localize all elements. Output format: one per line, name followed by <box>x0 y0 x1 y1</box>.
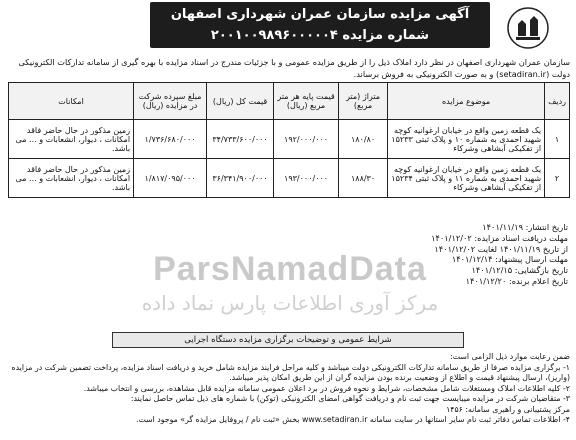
intro-paragraph: سازمان عمران شهرداری اصفهان در نظر دارد املاک ذیل را از طریق مزایده عمومی و با جزئیات مندرج در اسناد مزایده با بهره گیری از سامانه تدارکات الکترونیکی دولت (setadiran.ir) و به صورت الکترونیکی به فروش برساند. <box>18 57 570 79</box>
terms-list <box>8 352 570 426</box>
cell-unit-price: ۱۹۲/۰۰۰/۰۰۰ <box>274 120 339 159</box>
publish-date: تاریخ انتشار: ۱۴۰۱/۱۱/۱۹ <box>482 222 568 232</box>
terms-intro: ضمن رعایت موارد ذیل الزامی است: <box>450 352 570 361</box>
docs-range: از تاریخ ۱۴۰۱/۱۱/۱۹ لغایت ۱۴۰۱/۱۲/۰۲ <box>434 243 568 254</box>
cell-facilities: زمین مذکور در حال حاضر فاقد امکانات ، دیوار، انشعابات و ... می باشد. <box>9 159 134 198</box>
col-unit-price: قیمت پایه هر متر مربع (ریال) <box>274 83 339 120</box>
dates-block <box>328 222 568 287</box>
bid-deadline: مهلت ارسال پیشنهاد: ۱۴۰۱/۱۲/۱۴ <box>451 254 568 265</box>
docs-deadline: مهلت دریافت اسناد مزایده: ۱۴۰۱/۱۲/۰۲ <box>431 232 568 243</box>
col-facilities: امکانات <box>9 83 134 120</box>
cell-area: ۱۸۰/۸۰ <box>339 120 388 159</box>
table-row <box>9 159 570 198</box>
col-total: قیمت کل (ریال) <box>207 83 274 120</box>
notice-header <box>150 2 490 48</box>
term-item: ۴- اطلاعات تماس دفاتر ثبت نام سایر استانها در سایت سامانه www.setadiran.ir بخش «ثبت نام / پروفایل مزایده گر» موجود است. <box>135 415 570 424</box>
cell-unit-price: ۱۹۳/۰۰۰/۰۰۰ <box>274 159 339 198</box>
cell-row: ۲ <box>545 159 570 198</box>
term-item: ۱- برگزاری مزایده صرفا از طریق سامانه تدارکات الکترونیکی دولت میباشد و کلیه مراحل فرایند مزایده شامل خرید و دریافت اسناد مزایده، پرداخت تضمین شرکت در مزایده <box>11 362 570 372</box>
watermark-persian: مرکز آوری اطلاعات پارس نماد داده <box>141 291 439 315</box>
term-item: (واریز)، ارسال پیشنهاد قیمت و اطلاع از وضعیت برنده بودن مزایده گران از این طریق امکان پذیر میباشد. <box>229 373 570 382</box>
cell-total: ۳۶/۳۴۱/۹۰۰/۰۰۰ <box>207 159 274 198</box>
cell-deposit: ۱/۸۱۷/۰۹۵/۰۰۰ <box>134 159 207 198</box>
col-subject: موضوع مزایده <box>388 83 545 120</box>
cell-deposit: ۱/۷۳۶/۶۸۰/۰۰۰ <box>134 120 207 159</box>
cell-subject: یک قطعه زمین واقع در خیابان ارغوانیه کوچه شهید احمدی به شماره ۱۰ و پلاک ثبتی ۱۵۲۳۳ از تفکیکی آبشاهی وشرکاء <box>388 120 545 159</box>
term-item: ۳- متقاضیان شرکت در مزایده میبایست جهت ثبت نام و دریافت گواهی امضای الکترونیکی (توکن) با شماره های ذیل تماس حاصل نمایند: <box>130 394 570 403</box>
cell-area: ۱۸۸/۳۰ <box>339 159 388 198</box>
cell-subject: یک قطعه زمین واقع در خیابان ارغوانیه کوچه شهید احمدی به شماره ۱۱ و پلاک ثبتی ۱۵۲۳۴ از تفکیکی آبشاهی وشرکاء <box>388 159 545 198</box>
watermark-latin: ParsNamadData <box>153 250 427 288</box>
opening-date: تاریخ بازگشایی: ۱۴۰۱/۱۲/۱۵ <box>471 265 568 276</box>
notice-title: آگهی مزایده سازمان عمران شهرداری اصفهان <box>170 7 470 22</box>
winner-date: تاریخ اعلام برنده: ۱۴۰۱/۱۲/۲۰ <box>465 275 568 286</box>
col-deposit: مبلغ سپرده شرکت در مزایده (ریال) <box>134 83 207 120</box>
table-row <box>9 120 570 159</box>
isfahan-municipality-logo-icon <box>506 6 550 50</box>
cell-row: ۱ <box>545 120 570 159</box>
term-item: ۲- کلیه اطلاعات املاک ومستغلات شامل مشخصات، شرایط و نحوه فروش در برد اعلان عمومی سامانه مزایده قابل مشاهده، بررسی و انتخاب میباشد. <box>83 383 570 393</box>
notice-number: شماره مزایده ۲۰۰۱۰۰۹۸۹۶۰۰۰۰۰۴ <box>210 28 430 43</box>
col-area: متراژ (متر مربع) <box>339 83 388 120</box>
term-item: مرکز پشتیبانی و راهبری سامانه: ۱۴۵۶ <box>446 404 570 414</box>
auction-table <box>8 82 570 198</box>
conditions-banner: شرایط عمومی و توضیحات برگزاری مزایده دستگاه اجرایی <box>112 332 464 348</box>
col-row: ردیف <box>545 83 570 120</box>
cell-total: ۳۴/۷۳۳/۶۰۰/۰۰۰ <box>207 120 274 159</box>
table-header-row <box>9 83 570 120</box>
cell-facilities: زمین مذکور در حال حاضر فاقد امکانات ، دیوار، انشعابات و ... می باشد. <box>9 120 134 159</box>
